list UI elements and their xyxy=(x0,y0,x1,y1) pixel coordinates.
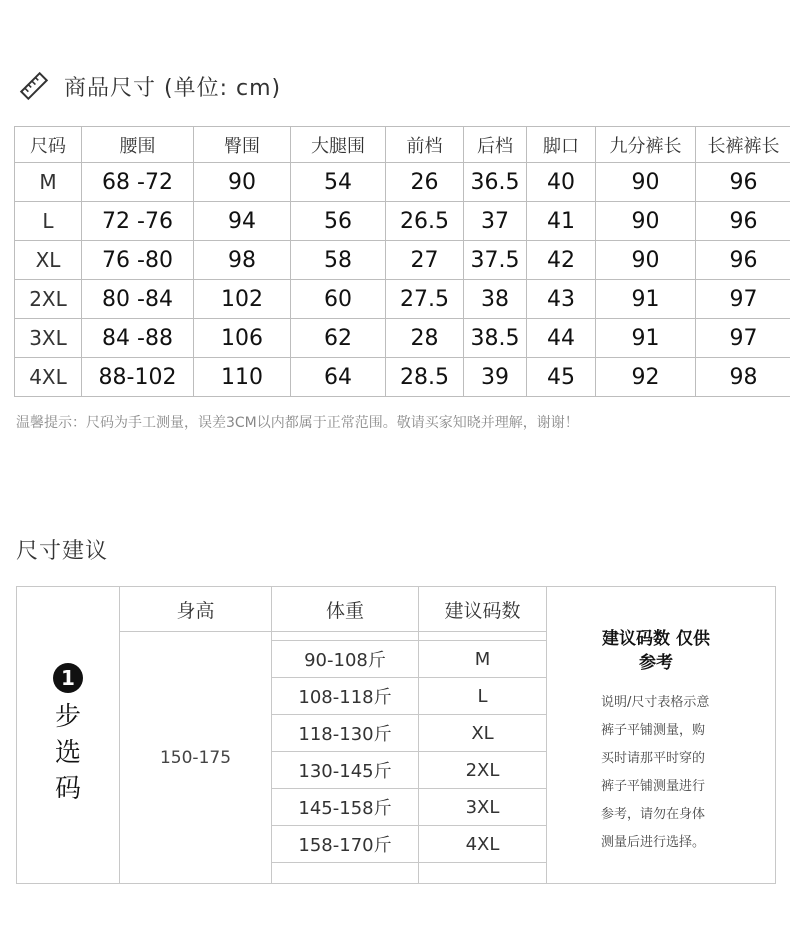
size-cell: M xyxy=(419,641,547,678)
leg-opening-cell: 40 xyxy=(527,163,596,202)
size-cell: 3XL xyxy=(15,319,82,358)
leg-opening-cell: 43 xyxy=(527,280,596,319)
thigh-cell: 64 xyxy=(291,358,386,397)
waist-cell: 80 -84 xyxy=(82,280,194,319)
full-length-cell: 97 xyxy=(696,319,790,358)
step-label xyxy=(17,663,119,807)
column-header: 腰围 xyxy=(82,127,194,163)
hip-cell: 110 xyxy=(194,358,291,397)
size-cell: L xyxy=(419,678,547,715)
leg-opening-cell: 42 xyxy=(527,241,596,280)
full-length-cell: 97 xyxy=(696,280,790,319)
size-cell: L xyxy=(15,202,82,241)
column-header-height: 身高 xyxy=(120,587,272,632)
back-rise-cell: 36.5 xyxy=(464,163,527,202)
front-rise-cell: 26.5 xyxy=(386,202,464,241)
leg-opening-cell: 44 xyxy=(527,319,596,358)
full-length-cell: 98 xyxy=(696,358,790,397)
table-row xyxy=(15,280,790,319)
column-header: 臀围 xyxy=(194,127,291,163)
size-advice-title: 尺寸建议 xyxy=(16,539,109,564)
advice-line: 裤子平铺测量，购 xyxy=(601,723,706,738)
waist-cell: 84 -88 xyxy=(82,319,194,358)
step-char: 码 xyxy=(54,774,81,804)
weight-cell: 118-130斤 xyxy=(272,715,419,752)
ankle-length-cell: 91 xyxy=(596,280,696,319)
hip-cell: 102 xyxy=(194,280,291,319)
column-header: 前档 xyxy=(386,127,464,163)
column-header: 脚口 xyxy=(527,127,596,163)
back-rise-cell: 39 xyxy=(464,358,527,397)
ankle-length-cell: 92 xyxy=(596,358,696,397)
table-row xyxy=(15,241,790,280)
size-cell: 4XL xyxy=(419,826,547,863)
waist-cell: 72 -76 xyxy=(82,202,194,241)
rec-header-row xyxy=(17,587,776,632)
weight-cell: 158-170斤 xyxy=(272,826,419,863)
size-table-header-row xyxy=(15,127,790,163)
hip-cell: 90 xyxy=(194,163,291,202)
waist-cell: 76 -80 xyxy=(82,241,194,280)
column-header: 九分裤长 xyxy=(596,127,696,163)
ankle-length-cell: 90 xyxy=(596,202,696,241)
height-range-cell: 150-175 xyxy=(120,632,272,884)
size-cell: 2XL xyxy=(15,280,82,319)
advice-title: 建议码数 仅供参考 xyxy=(602,629,710,673)
table-row xyxy=(15,358,790,397)
advice-line: 说明/尺寸表格示意 xyxy=(601,695,710,710)
front-rise-cell: 28.5 xyxy=(386,358,464,397)
thigh-cell: 62 xyxy=(291,319,386,358)
column-header-weight: 体重 xyxy=(272,587,419,632)
back-rise-cell: 38.5 xyxy=(464,319,527,358)
hip-cell: 106 xyxy=(194,319,291,358)
table-row xyxy=(15,163,790,202)
advice-body xyxy=(601,689,741,857)
thigh-cell: 56 xyxy=(291,202,386,241)
size-cell: 2XL xyxy=(419,752,547,789)
ankle-length-cell: 90 xyxy=(596,163,696,202)
size-cell: XL xyxy=(15,241,82,280)
back-rise-cell: 38 xyxy=(464,280,527,319)
size-cell: XL xyxy=(419,715,547,752)
size-section-header xyxy=(18,68,281,104)
thigh-cell: 54 xyxy=(291,163,386,202)
column-header: 后档 xyxy=(464,127,527,163)
full-length-cell: 96 xyxy=(696,202,790,241)
weight-cell: 145-158斤 xyxy=(272,789,419,826)
advice-line: 买时请那平时穿的 xyxy=(601,751,706,766)
measurement-note: 温馨提示：尺码为手工测量，误差3CM以内都属于正常范围。敬请买家知晓并理解，谢谢！ xyxy=(16,415,579,431)
thigh-cell: 60 xyxy=(291,280,386,319)
weight-cell: 130-145斤 xyxy=(272,752,419,789)
hip-cell: 94 xyxy=(194,202,291,241)
column-header: 长裤裤长 xyxy=(696,127,790,163)
thigh-cell: 58 xyxy=(291,241,386,280)
table-row xyxy=(15,202,790,241)
table-row xyxy=(15,319,790,358)
leg-opening-cell: 45 xyxy=(527,358,596,397)
weight-cell: 90-108斤 xyxy=(272,641,419,678)
front-rise-cell: 28 xyxy=(386,319,464,358)
column-header: 尺码 xyxy=(15,127,82,163)
full-length-cell: 96 xyxy=(696,163,790,202)
front-rise-cell: 26 xyxy=(386,163,464,202)
size-table xyxy=(14,126,790,397)
advice-line: 参考，请勿在身体 xyxy=(601,807,706,822)
step-char: 步 xyxy=(54,702,81,732)
step-char: 选 xyxy=(54,738,81,768)
ankle-length-cell: 90 xyxy=(596,241,696,280)
size-recommendation-table xyxy=(16,586,776,884)
step-number-badge: 1 xyxy=(53,663,83,693)
full-length-cell: 96 xyxy=(696,241,790,280)
waist-cell: 88-102 xyxy=(82,358,194,397)
hip-cell: 98 xyxy=(194,241,291,280)
size-cell: 3XL xyxy=(419,789,547,826)
back-rise-cell: 37 xyxy=(464,202,527,241)
ankle-length-cell: 91 xyxy=(596,319,696,358)
advice-line: 测量后进行选择。 xyxy=(601,835,706,850)
ruler-icon xyxy=(18,70,50,102)
column-header-size: 建议码数 xyxy=(419,587,547,632)
weight-cell: 108-118斤 xyxy=(272,678,419,715)
waist-cell: 68 -72 xyxy=(82,163,194,202)
advice-line: 裤子平铺测量进行 xyxy=(601,779,706,794)
size-cell: 4XL xyxy=(15,358,82,397)
column-header: 大腿围 xyxy=(291,127,386,163)
front-rise-cell: 27 xyxy=(386,241,464,280)
leg-opening-cell: 41 xyxy=(527,202,596,241)
step-cell xyxy=(17,587,120,884)
front-rise-cell: 27.5 xyxy=(386,280,464,319)
advice-cell xyxy=(547,587,776,884)
size-section-title: 商品尺寸 (单位: cm) xyxy=(64,75,282,101)
back-rise-cell: 37.5 xyxy=(464,241,527,280)
size-cell: M xyxy=(15,163,82,202)
